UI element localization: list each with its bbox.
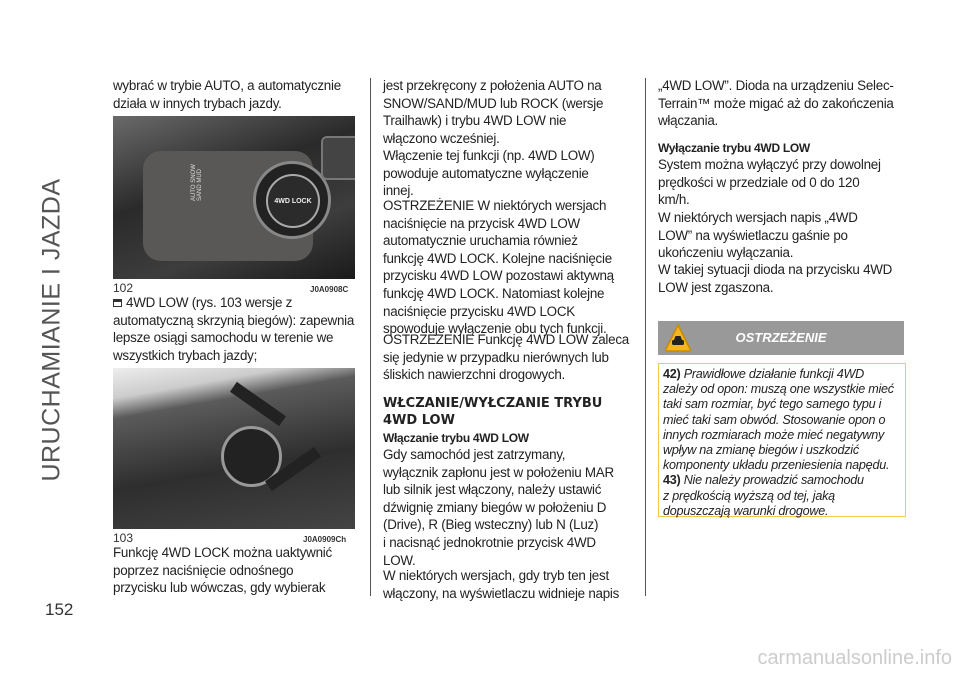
text-line: LOW jest zgaszona. — [658, 279, 774, 295]
warning-text: Nie należy prowadzić samochodu — [680, 473, 864, 488]
text-line: (Drive), R (Bieg wsteczny) lub N (Luz) — [383, 517, 599, 533]
text-line: poprzez naciśnięcie odnośnego — [113, 562, 294, 578]
text-line: prędkości w przedziale od 0 do 120 — [658, 174, 860, 190]
col1-bullet — [113, 294, 363, 364]
text-line: OSTRZEŻENIE Funkcję 4WD LOW zaleca — [383, 332, 629, 347]
text-line: LOW” na wyświetlaczu gaśnie po — [658, 227, 848, 243]
text-line: System można wyłączyć przy dowolnej — [658, 157, 881, 172]
text-line: lepsze osiągi samochodu w terenie we — [113, 330, 334, 346]
4wd-lock-button: 4WD LOCK — [266, 174, 320, 228]
text-line: Terrain™ może migać aż do zakończenia — [658, 95, 894, 111]
col2-p6 — [383, 567, 633, 602]
text-line: włączony, na wyświetlaczu widnieje napis — [383, 585, 620, 601]
text-line: taki sam rozmiar, być tego samego typu i — [663, 397, 882, 412]
text-line: SNOW/SAND/MUD lub ROCK (wersje — [383, 95, 604, 111]
text-line: LOW. — [383, 552, 416, 568]
subheading: Wyłączanie trybu 4WD LOW — [658, 141, 810, 155]
text-line: W niektórych wersjach, gdy tryb ten jest — [383, 568, 609, 583]
text-line: się jedynie w przypadku nierównych lub — [383, 349, 609, 365]
figure-103-code: J0A0909Ch — [303, 535, 347, 544]
text-line: Gdy samochód jest zatrzymany, — [383, 447, 566, 462]
figure-103-number: 103 — [113, 531, 134, 545]
figure-102-code: J0A0908C — [310, 285, 349, 294]
text-line: W niektórych wersjach napis „4WD — [658, 210, 858, 225]
warning-title: OSTRZEŻENIE — [735, 330, 827, 345]
text-line: spowoduje wyłączenie obu tych funkcji. — [383, 321, 607, 337]
text-line: i nacisnąć jednokrotnie przycisk 4WD — [383, 534, 596, 550]
col2-p1 — [383, 77, 633, 147]
note-number: 43) — [663, 473, 681, 488]
warning-42-text — [663, 382, 901, 473]
col3-p1 — [658, 77, 908, 130]
text-line: W takiej sytuacji dioda na przycisku 4WD — [658, 262, 893, 277]
watermark: carmanualsonline.info — [757, 647, 952, 669]
col3-p2 — [658, 156, 908, 209]
warning-box — [658, 363, 906, 517]
figure-103-photo — [113, 368, 355, 529]
text-line: „4WD LOW”. Dioda na urządzeniu Selec- — [658, 78, 894, 93]
section-heading — [383, 395, 633, 429]
text-line: funkcję 4WD LOCK. Natomiast kolejne — [383, 285, 605, 301]
text-line: dźwignię zmiany biegów w położeniu D — [383, 499, 607, 515]
figure-102-number: 102 — [113, 281, 134, 295]
text-line: ukończeniu wyłączania. — [658, 245, 794, 261]
column-divider — [645, 78, 646, 596]
arrow-icon — [230, 382, 286, 426]
mode-labels: AUTO SNOW SAND MUD — [191, 164, 203, 201]
text-line: WŁCZANIE/WYŁCZANIE TRYBU — [383, 396, 603, 411]
warning-text: Prawidłowe działanie funkcji 4WD — [680, 367, 864, 381]
text-line: 4WD LOW (rys. 103 wersje z — [126, 295, 293, 310]
text-line: innych rozmiarach może mieć negatywny — [663, 427, 885, 442]
text-line: działa w innych trybach jazdy. — [113, 95, 282, 111]
text-line: automatyczną skrzynią biegów): zapewnia — [113, 312, 355, 328]
text-line: funkcję 4WD LOCK. Kolejne naciśnięcie — [383, 250, 612, 266]
text-line: powoduje automatyczne wyłączenie — [383, 165, 589, 181]
col2-p2 — [383, 147, 633, 200]
text-line: Funkcję 4WD LOCK można uaktywnić — [113, 545, 332, 560]
text-line: automatycznie uruchamia również — [383, 233, 578, 249]
page-number: 152 — [45, 600, 74, 619]
warning-43-text — [663, 489, 901, 519]
text-line: innej. — [383, 183, 414, 199]
text-line: wszystkich trybach jazdy; — [113, 347, 258, 363]
text-line: przycisku 4WD LOW pozostawi aktywną — [383, 268, 614, 284]
text-line: włączania. — [658, 113, 719, 129]
subheading: Włączanie trybu 4WD LOW — [383, 431, 529, 445]
text-line: Trailhawk) i trybu 4WD LOW nie — [383, 113, 567, 129]
col3-p4 — [658, 261, 908, 296]
text-line: jest przekręcony z położenia AUTO na — [383, 78, 602, 93]
text-line: śliskich nawierzchni drogowych. — [383, 367, 566, 383]
figure-102-photo — [113, 116, 355, 279]
col1-intro — [113, 77, 363, 112]
text-line: mieć taki sam obwód. Stosowanie opon o — [663, 412, 886, 427]
col2-p3 — [383, 197, 633, 338]
text-line: wybrać w trybie AUTO, a automatycznie — [113, 78, 341, 93]
column-divider — [370, 78, 371, 596]
text-line: przycisku lub wówczas, gdy wybierak — [113, 580, 326, 596]
warning-43 — [663, 473, 901, 488]
col1-outro — [113, 544, 363, 597]
text-line: zależy od opon: muszą one wszystkie mieć — [663, 382, 894, 397]
note-number: 42) — [663, 367, 681, 381]
warning-header — [658, 321, 904, 355]
text-line: wpływ na zmianę biegów i uszkodzić — [663, 443, 859, 458]
col2-p4 — [383, 331, 633, 384]
text-line: wyłącznik zapłonu jest w położeniu MAR — [383, 464, 614, 480]
warning-42 — [663, 367, 901, 382]
col2-p5 — [383, 446, 633, 569]
col3-p3 — [658, 209, 908, 262]
usb-port — [321, 136, 355, 180]
text-line: 4WD LOW — [383, 413, 455, 428]
text-line: Włączenie tej funkcji (np. 4WD LOW) — [383, 148, 595, 163]
text-line: komponenty układu przeniesienia napędu. — [663, 458, 890, 473]
text-line: włączono wcześniej. — [383, 130, 500, 146]
text-line: lub silnik jest włączony, należy ustawić — [383, 482, 602, 498]
text-line: dopuszczają warunki drogowe. — [663, 503, 829, 518]
section-title-vertical: URUCHAMIANIE I JAZDA — [37, 178, 66, 482]
text-line: naciśnięcie na przycisk 4WD LOW — [383, 215, 580, 231]
text-line: naciśnięcie przycisku 4WD LOCK — [383, 303, 575, 319]
text-line: km/h. — [658, 192, 690, 208]
text-line: OSTRZEŻENIE W niektórych wersjach — [383, 198, 607, 213]
text-line: z prędkością wyższą od tej, jaką — [663, 488, 835, 503]
